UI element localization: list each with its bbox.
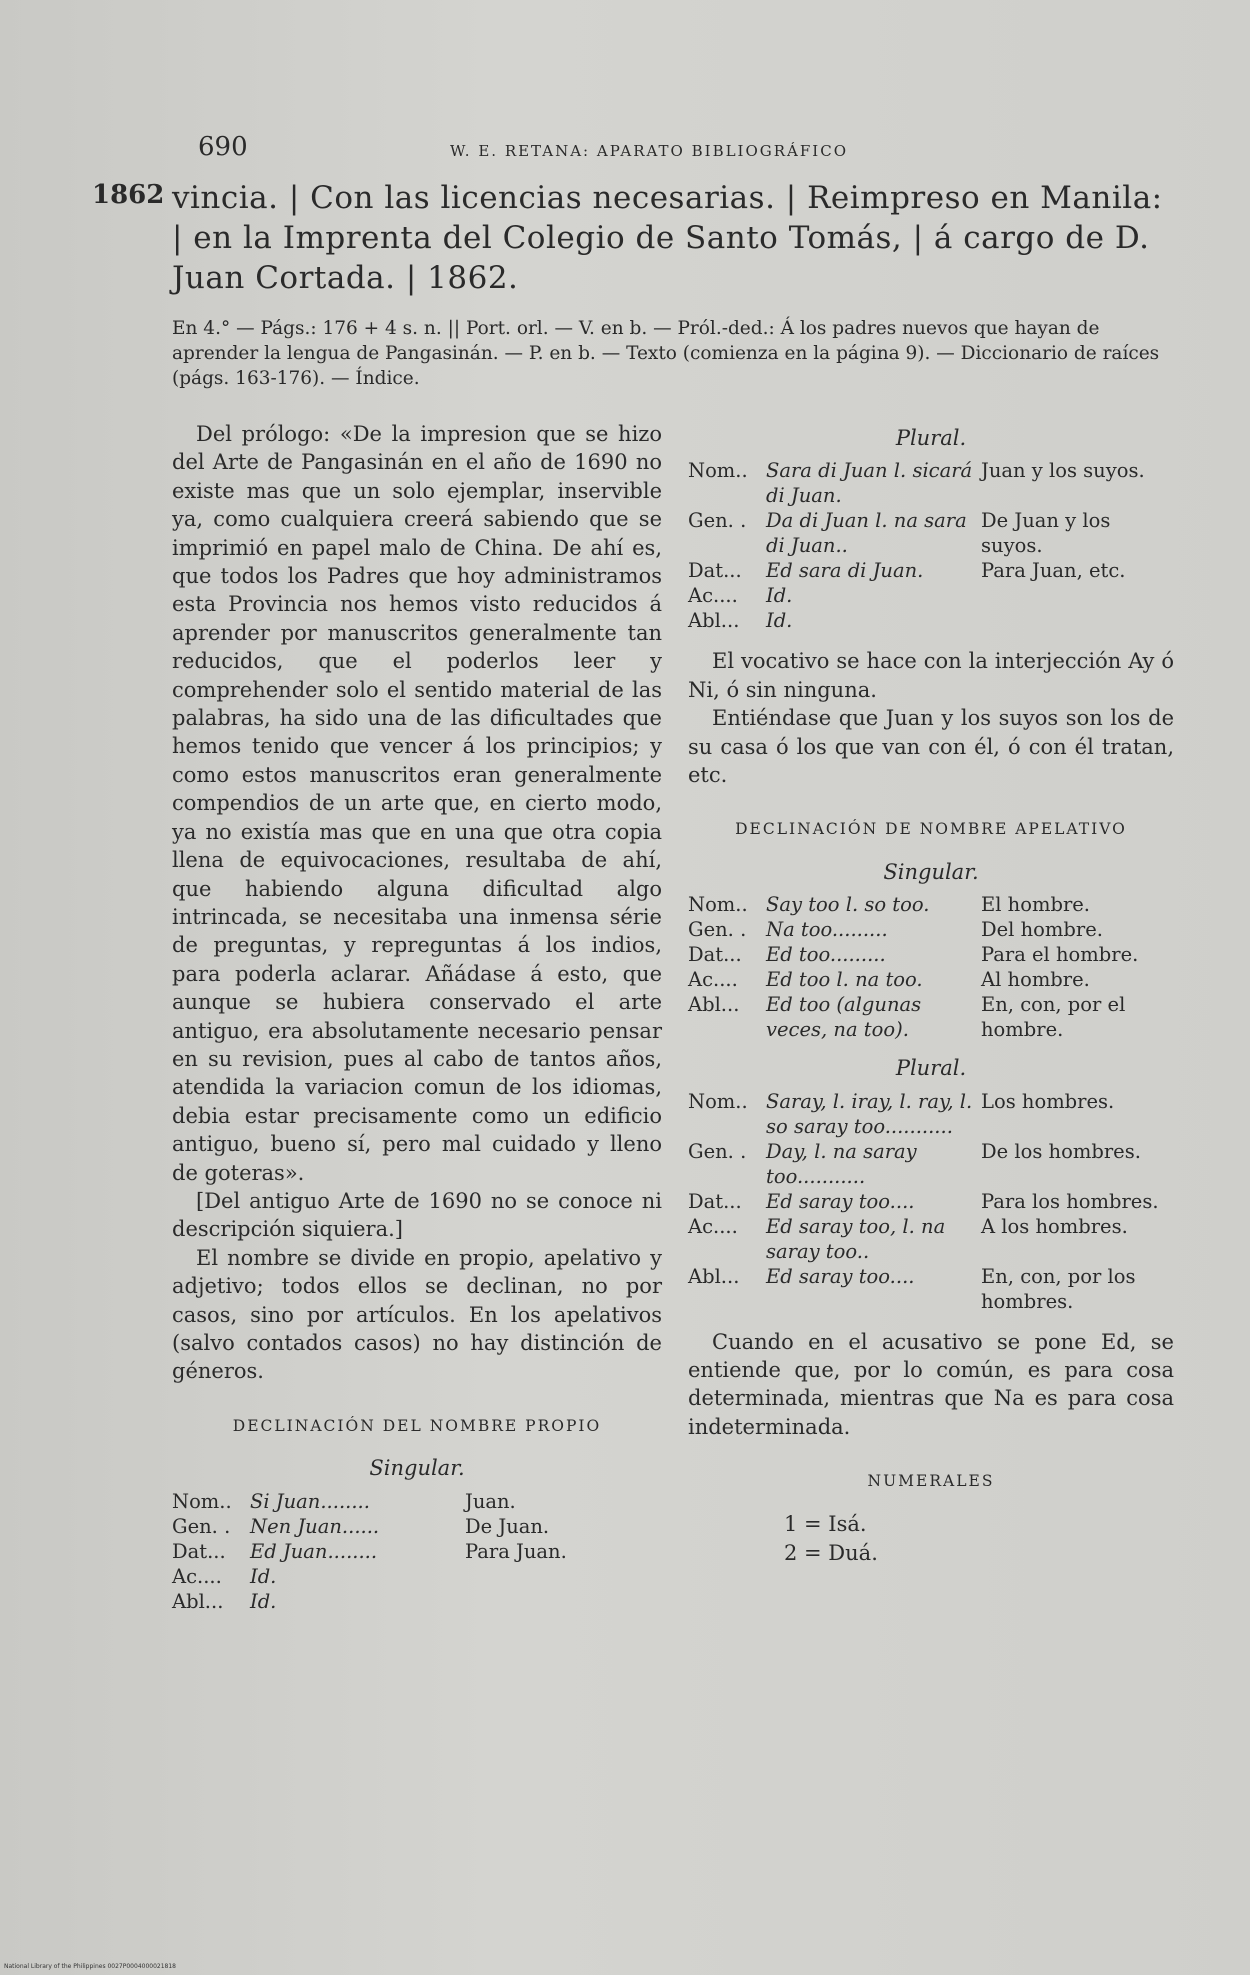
case-form: Da di Juan l. na sara di Juan..	[766, 509, 967, 558]
declension-row	[172, 1589, 662, 1614]
case-form: Ed saray too....	[766, 1189, 915, 1213]
accusative-paragraph: Cuando en el acusativo se pone Ed, se entiende que, por lo común, es para cosa determinada, mientras que Na es para cosa indeterminada.	[688, 1329, 1174, 1439]
case-translation: En, con, por el hombre.	[981, 993, 1126, 1042]
case-translation	[981, 608, 1174, 633]
case-form: Saray, l. iray, l. ray, l. so saray too...........	[766, 1089, 973, 1138]
case-label: Gen. .	[688, 509, 747, 533]
case-form: Ed sara di Juan.	[766, 559, 924, 583]
case-form: Ed too (algunas veces, na too).	[766, 993, 922, 1042]
numeral-item: 1 = Isá.	[784, 1511, 867, 1536]
declension-row	[688, 942, 1174, 967]
proper-plural-table	[688, 458, 1174, 633]
proper-singular-table	[172, 1489, 662, 1614]
case-form: Id.	[766, 609, 793, 633]
declension-row	[688, 967, 1174, 992]
case-translation: Para Juan, etc.	[981, 559, 1126, 583]
left-column	[172, 420, 662, 1614]
declension-row	[688, 1214, 1174, 1264]
declension-row	[688, 558, 1174, 583]
declension-row	[172, 1514, 662, 1539]
case-label: Nom..	[172, 1489, 232, 1513]
case-form: Sara di Juan l. sicará di Juan.	[766, 459, 973, 508]
section-title-proper-noun: DECLINACIÓN DEL NOMBRE PROPIO	[232, 1416, 602, 1435]
declension-row	[688, 458, 1174, 508]
meaning-paragraph: Entiéndase que Juan y los suyos son los de su casa ó los que van con él, ó con él tratan, etc.	[688, 706, 1174, 788]
case-translation	[981, 583, 1174, 608]
case-label: Nom..	[688, 459, 748, 483]
declension-row	[172, 1489, 662, 1514]
running-head: W. E. RETANA: APARATO BIBLIOGRÁFICO	[450, 142, 848, 160]
case-form: Say too l. so too.	[766, 893, 930, 917]
case-translation: Juan y los suyos.	[981, 459, 1145, 483]
case-label: Nom..	[688, 893, 748, 917]
case-translation: Del hombre.	[981, 918, 1103, 942]
case-translation: Los hombres.	[981, 1089, 1115, 1113]
case-translation: Para Juan.	[465, 1539, 567, 1563]
declension-row	[688, 892, 1174, 917]
declension-row	[688, 1089, 1174, 1139]
case-label: Gen. .	[688, 1139, 747, 1163]
declension-row	[688, 992, 1174, 1042]
case-label: Abl...	[688, 609, 740, 633]
numeral-item: 2 = Duá.	[784, 1540, 878, 1565]
case-translation: A los hombres.	[981, 1214, 1128, 1238]
plural-title-2: Plural.	[895, 1056, 967, 1081]
case-label: Dat...	[688, 1189, 742, 1213]
case-form: Ed too.........	[766, 943, 886, 967]
case-label: Ac....	[688, 1214, 738, 1238]
section-title-common-noun: DECLINACIÓN DE NOMBRE APELATIVO	[735, 820, 1127, 839]
case-label: Gen. .	[688, 918, 747, 942]
case-label: Abl...	[172, 1589, 224, 1613]
numerals-list	[688, 1510, 1174, 1568]
case-form: Ed saray too, l. na saray too..	[766, 1214, 946, 1263]
declension-row	[688, 583, 1174, 608]
case-translation: Juan.	[465, 1489, 516, 1513]
case-label: Abl...	[688, 993, 740, 1017]
declension-row	[688, 1139, 1174, 1189]
case-translation: Para los hombres.	[981, 1189, 1159, 1213]
prologue-paragraph: Del prólogo: «De la impresion que se hizo del Arte de Pangasinán en el año de 1690 no existe mas que un solo ejemplar, inservible ya, como cualquiera creerá sabiendo que se imprimió en papel malo de China. De ahí es, que todos los Padres que hoy administramos esta Provincia nos hemos visto reducidos á aprender por manuscritos generalmente tan reducidos, que el poderlos leer y comprehender solo el sentido material de las palabras, ha sido una de las dificultades que hemos tenido que vencer á los principios; y como estos manuscritos eran generalmente compendios de un arte que, en cierto modo, ya no existía mas que en una que otra copia llena de equivocaciones, resultaba de ahí, que habiendo alguna dificultad algo intrincada, se necesitaba una inmensa série de preguntas, y repreguntas á los indios, para poderla aclarar. Añádase á esto, que aunque se hubiera conservado el arte antiguo, era absolutamente necesario pensar en su revision, pues al cabo de tantos años, atendida la variacion comun de los idiomas, debia estar precisamente como un edificio antiguo, bueno sí, pero mal cuidado y lleno de goteras».	[172, 422, 662, 1185]
entry-year: 1862	[92, 180, 165, 210]
case-translation	[465, 1564, 662, 1589]
case-form: Day, l. na saray too...........	[766, 1139, 917, 1188]
noun-paragraph: El nombre se divide en propio, apelativo y adjetivo; todos ellos se declinan, no por casos, sino por artículos. En los apelativos (salvo contados casos) no hay distinción de géneros.	[172, 1245, 662, 1384]
declension-row	[172, 1539, 662, 1564]
entry-description: En 4.° — Págs.: 176 + 4 s. n. || Port. orl. — V. en b. — Pról.-ded.: Á los padres nuevos que hayan de aprender la lengua de Pangasinán. — P. en b. — Texto (comienza en la página 9). — Diccionario de raíces (págs. 163-176). — Índice.	[172, 318, 1160, 389]
case-label: Gen. .	[172, 1514, 231, 1538]
case-form: Ed saray too....	[766, 1264, 915, 1288]
case-translation: De Juan y los suyos.	[981, 509, 1111, 558]
declension-row	[688, 917, 1174, 942]
declension-row	[688, 1264, 1174, 1314]
case-form: Id.	[250, 1589, 277, 1613]
case-translation: En, con, por los hombres.	[981, 1264, 1136, 1313]
vocative-paragraph: El vocativo se hace con la interjección Ay ó Ni, ó sin ninguna.	[688, 649, 1174, 702]
case-label: Dat...	[688, 559, 742, 583]
common-singular-table	[688, 892, 1174, 1042]
singular-title-2: Singular.	[883, 859, 979, 884]
entry-title-continuation: vincia. | Con las licencias necesarias. | Reimpreso en Manila: | en la Imprenta del Colegio de Santo Tomás, | á cargo de D. Juan Cortada. | 1862.	[172, 180, 1163, 296]
case-translation: El hombre.	[981, 893, 1091, 917]
case-label: Dat...	[172, 1539, 226, 1563]
case-form: Id.	[250, 1564, 277, 1588]
case-form: Id.	[766, 584, 793, 608]
case-form: Ed Juan........	[250, 1539, 378, 1563]
case-form: Na too.........	[766, 918, 888, 942]
case-label: Ac....	[688, 968, 738, 992]
declension-row	[688, 608, 1174, 633]
numerals-title: NUMERALES	[867, 1472, 995, 1491]
case-label: Abl...	[688, 1264, 740, 1288]
page-number: 690	[198, 132, 248, 162]
case-translation: Para el hombre.	[981, 943, 1139, 967]
case-form: Si Juan........	[250, 1489, 370, 1513]
right-column	[688, 420, 1174, 1568]
case-translation	[465, 1589, 662, 1614]
case-label: Ac....	[688, 584, 738, 608]
plural-title: Plural.	[895, 426, 967, 450]
case-form: Nen Juan......	[250, 1514, 380, 1538]
case-translation: Al hombre.	[981, 968, 1090, 992]
note-paragraph: [Del antiguo Arte de 1690 no se conoce ni descripción siquiera.]	[172, 1188, 662, 1242]
case-translation: De Juan.	[465, 1514, 550, 1538]
common-plural-table	[688, 1089, 1174, 1314]
case-translation: De los hombres.	[981, 1139, 1141, 1163]
case-form: Ed too l. na too.	[766, 968, 923, 992]
declension-row	[172, 1564, 662, 1589]
case-label: Nom..	[688, 1089, 748, 1113]
footer-credit: National Library of the Philippines 0027P0004000021818	[4, 1963, 176, 1970]
case-label: Ac....	[172, 1564, 222, 1588]
declension-row	[688, 508, 1174, 558]
singular-title: Singular.	[369, 1456, 465, 1481]
case-label: Dat...	[688, 943, 742, 967]
declension-row	[688, 1189, 1174, 1214]
